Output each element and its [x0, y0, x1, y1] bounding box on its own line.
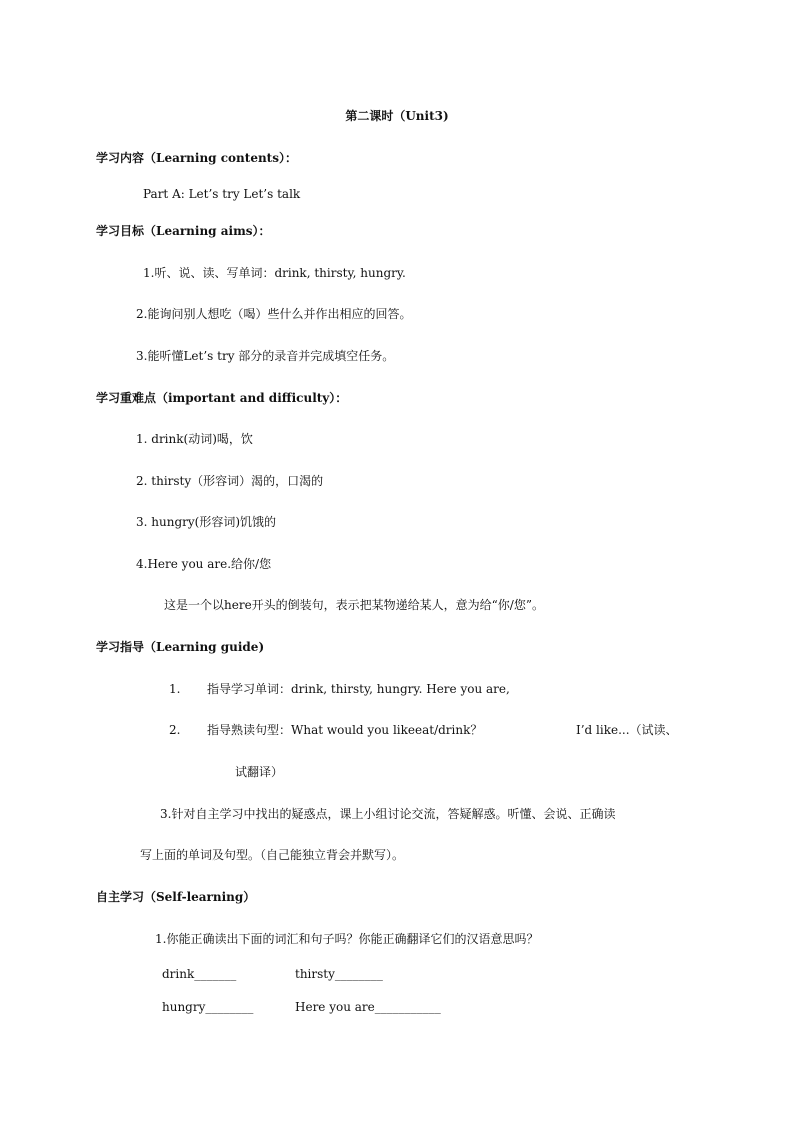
guide-item-2-text: 指导熟读句型：What would you likeeat/drink？	[207, 723, 483, 737]
blank-here-you-are: Here you are___________	[295, 1000, 441, 1014]
aims-item-2: 2.能询问别人想吃（喝）些什么并作出相应的回答。	[136, 307, 412, 321]
keypoint-item-1: 1. drink(动词)喝，饮	[136, 432, 253, 446]
blank-drink: drink_______	[162, 967, 237, 981]
aims-item-3: 3.能听懂Let’s try 部分的录音并完成填空任务。	[136, 349, 395, 363]
self-learning-question: 1.你能正确读出下面的词汇和句子吗？你能正确翻译它们的汉语意思吗？	[155, 932, 539, 946]
blank-hungry: hungry________	[162, 1000, 254, 1014]
contents-line: Part A: Let’s try Let’s talk	[143, 187, 301, 201]
keypoints-heading: 学习重难点（important and difficulty）：	[96, 391, 348, 405]
guide-item-1-number: 1.	[169, 682, 181, 696]
keypoint-item-2: 2. thirsty（形容词）渴的，口渴的	[136, 474, 324, 488]
lesson-title: 第二课时（Unit3)	[345, 109, 449, 123]
blank-thirsty: thirsty________	[295, 967, 383, 981]
guide-item-2-number: 2.	[169, 723, 181, 737]
guide-item-3-line-1: 3.针对自主学习中找出的疑惑点，课上小组讨论交流，答疑解惑。听懂、会说、正确读	[160, 807, 616, 821]
guide-item-2-continuation: 试翻译）	[235, 765, 284, 779]
keypoint-item-3: 3. hungry(形容词)饥饿的	[136, 515, 277, 529]
guide-item-1-text: 指导学习单词：drink, thirsty, hungry. Here you are,	[207, 682, 510, 696]
guide-heading: 学习指导（Learning guide)	[96, 640, 265, 654]
self-learning-heading: 自主学习（Self-learning）	[96, 890, 256, 904]
guide-item-3-line-2: 写上面的单词及句型。（自己能独立背会并默写）。	[140, 848, 405, 862]
guide-item-2-tail: I’d like...（试读、	[576, 723, 678, 737]
aims-heading: 学习目标（Learning aims）：	[96, 224, 271, 238]
keypoint-item-4: 4.Here you are.给你/您	[136, 557, 272, 571]
aims-item-1: 1.听、说、读、写单词：drink, thirsty, hungry.	[143, 266, 406, 280]
keypoint-note: 这是一个以here开头的倒装句，表示把某物递给某人，意为给“你/您”。	[164, 598, 544, 612]
contents-heading: 学习内容（Learning contents）：	[96, 151, 297, 165]
